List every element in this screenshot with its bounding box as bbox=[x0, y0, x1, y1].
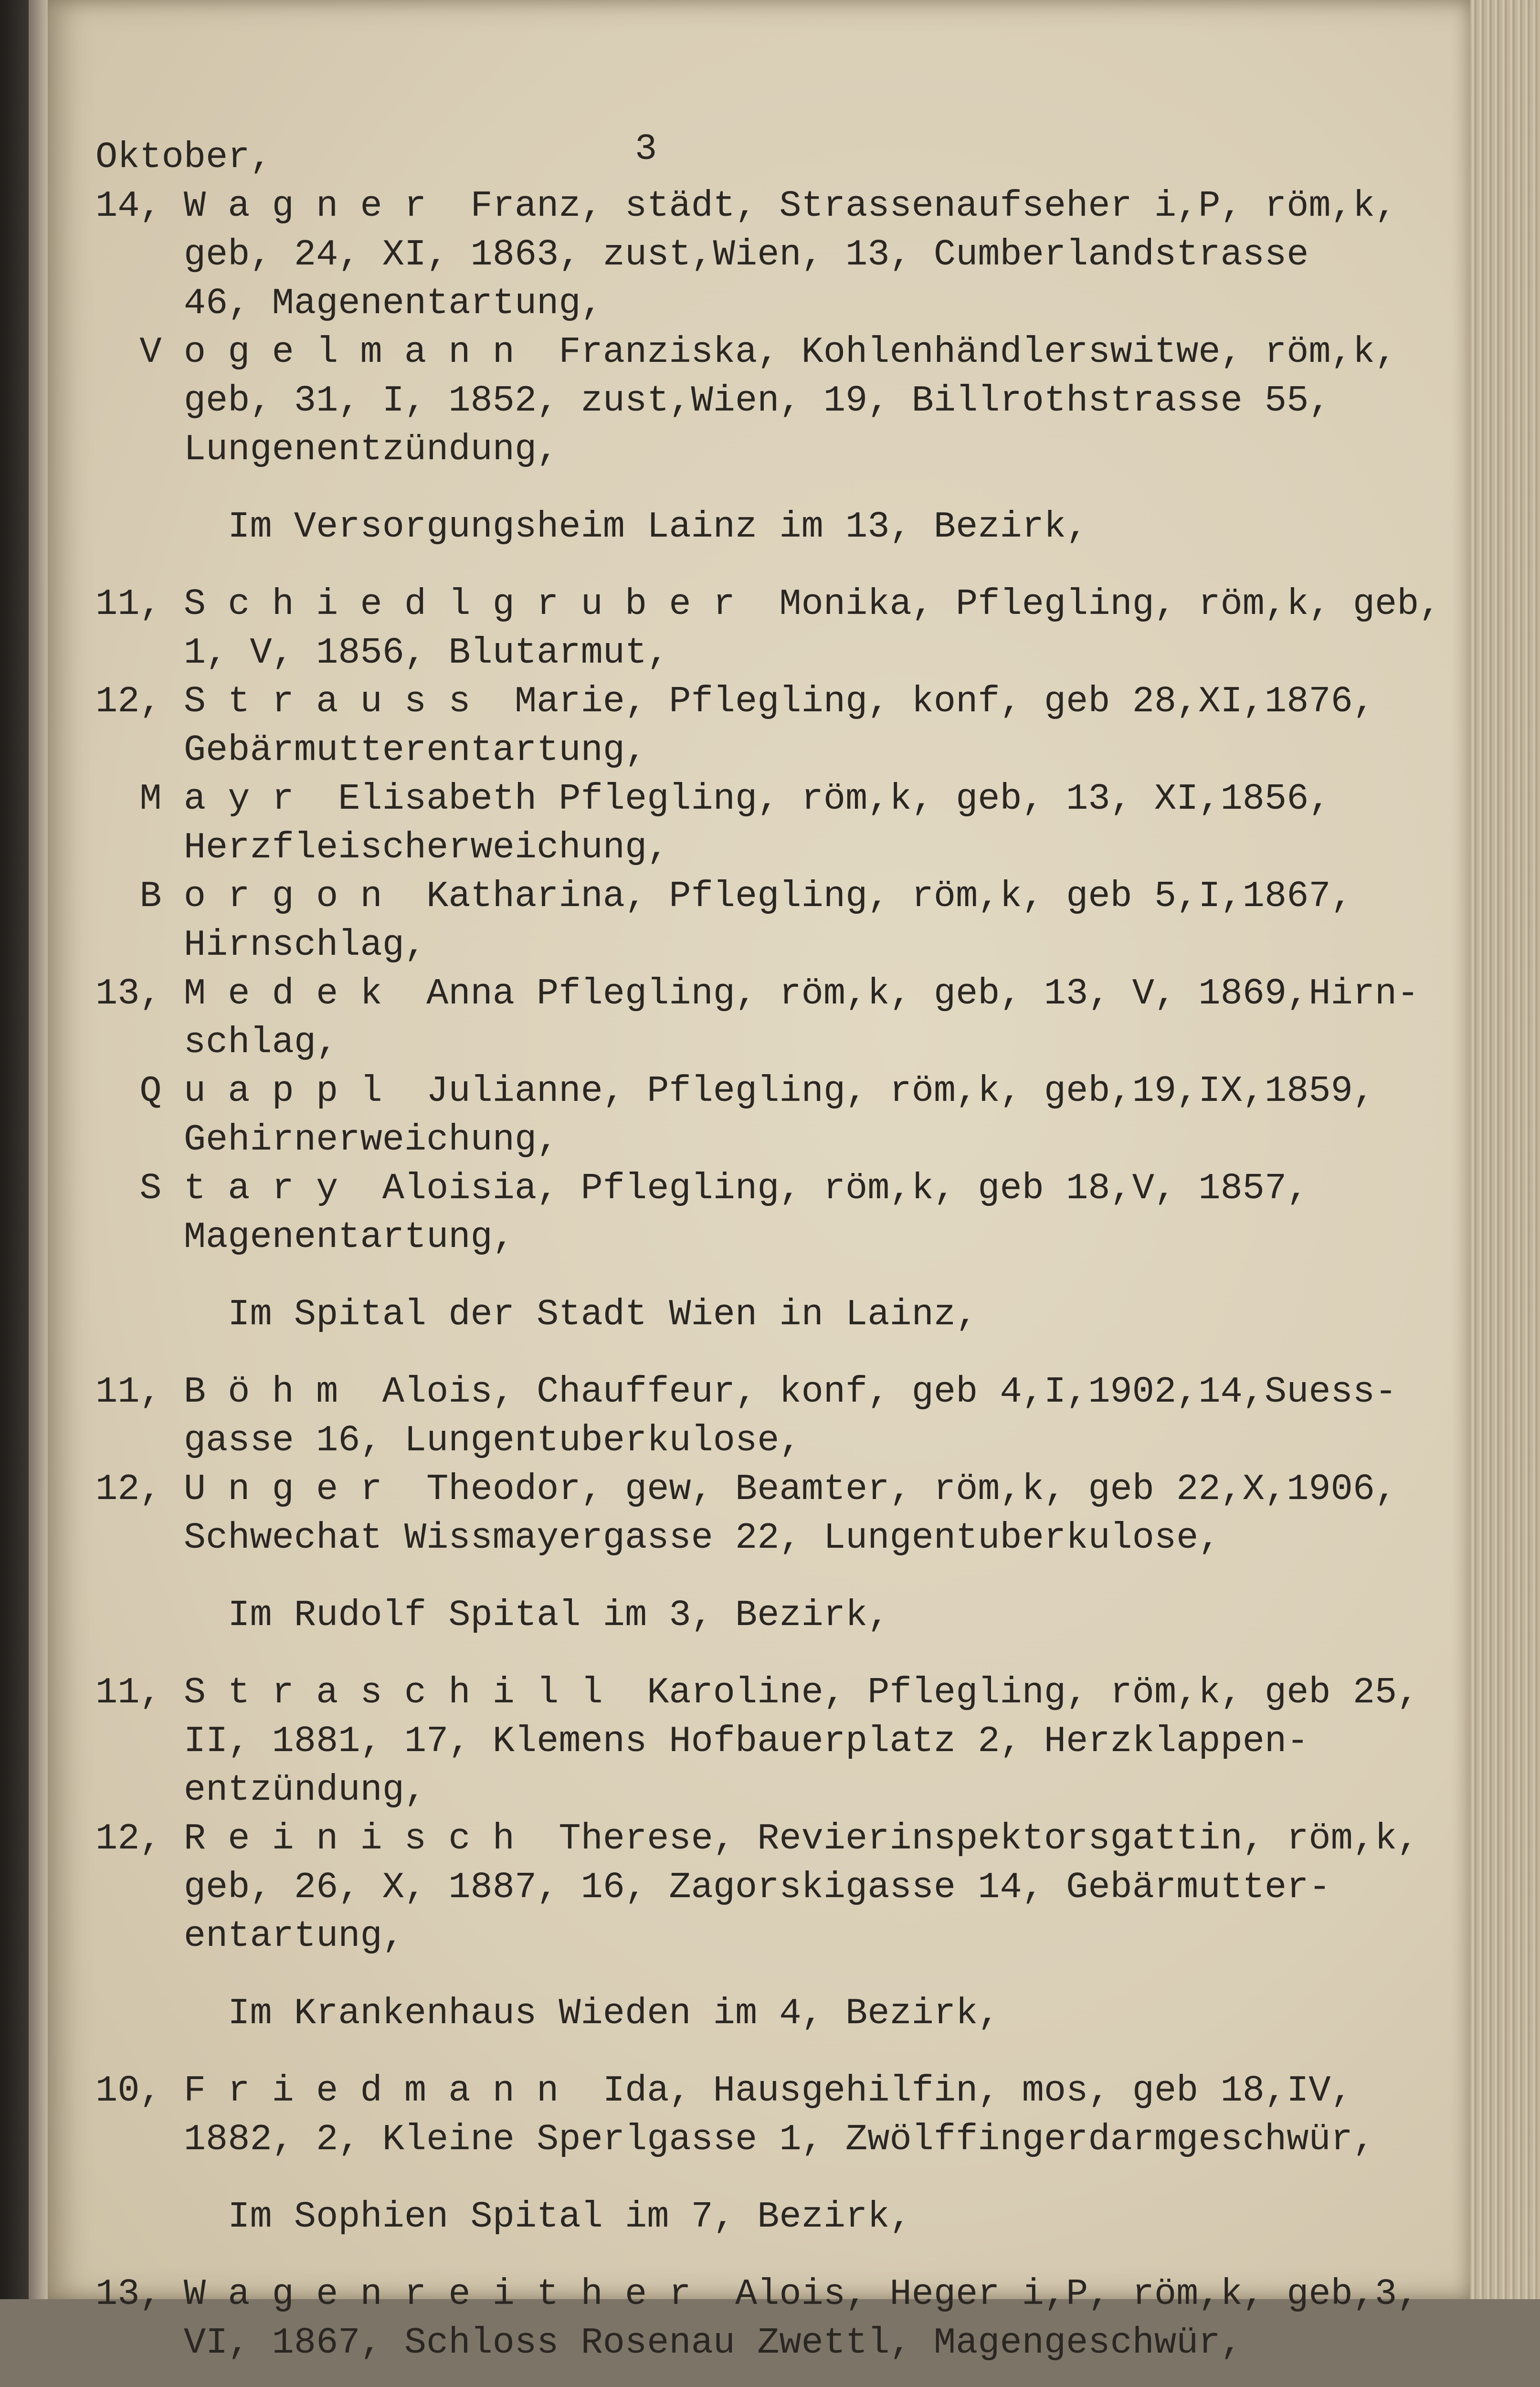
text-line: Im Rudolf Spital im 3, Bezirk, bbox=[95, 1595, 890, 1637]
text-line: 10, F r i e d m a n n Ida, Hausgehilfin, mos, geb 18,IV, bbox=[95, 2070, 1353, 2112]
text-line: Im Krankenhaus Wieden im 4, Bezirk, bbox=[95, 1993, 1000, 2035]
text-line: Im Versorgungsheim Lainz im 13, Bezirk, bbox=[95, 507, 1088, 548]
text-line: Lungenentzündung, bbox=[95, 429, 559, 471]
text-line: geb, 26, X, 1887, 16, Zagorskigasse 14, Gebärmutter- bbox=[95, 1867, 1331, 1909]
text-line: 11, S c h i e d l g r u b e r Monika, Pflegling, röm,k, geb, bbox=[95, 584, 1441, 625]
blank-line bbox=[95, 552, 1423, 581]
text-line: M a y r Elisabeth Pflegling, röm,k, geb, 13, XI,1856, bbox=[95, 779, 1331, 820]
text-line: 13, M e d e k Anna Pflegling, röm,k, geb, 13, V, 1869,Hirn- bbox=[95, 973, 1419, 1015]
blank-line bbox=[95, 475, 1423, 503]
text-line: Gebärmutterentartung, bbox=[95, 730, 647, 771]
text-line: Oktober, bbox=[95, 137, 272, 179]
text-line: B o r g o n Katharina, Pflegling, röm,k, geb 5,I,1867, bbox=[95, 876, 1353, 918]
document-text bbox=[95, 134, 1441, 2387]
text-line: Gehirnerweichung, bbox=[95, 1120, 559, 1161]
text-line: 12, U n g e r Theodor, gew, Beamter, röm,k, geb 22,X,1906, bbox=[95, 1469, 1397, 1510]
text-line: 1, V, 1856, Blutarmut, bbox=[95, 633, 669, 674]
blank-line bbox=[95, 2242, 1423, 2271]
blank-line bbox=[95, 2165, 1423, 2193]
text-line: geb, 24, XI, 1863, zust,Wien, 13, Cumberlandstrasse bbox=[95, 234, 1309, 276]
page-number: 3 bbox=[635, 129, 657, 170]
text-line: entartung, bbox=[95, 1916, 404, 1957]
text-line: geb, 31, I, 1852, zust,Wien, 19, Billrothstrasse 55, bbox=[95, 380, 1331, 422]
text-line: 13, W a g e n r e i t h e r Alois, Heger i,P, röm,k, geb,3, bbox=[95, 2274, 1419, 2315]
text-line: Im Spital der Stadt Wien in Lainz, bbox=[95, 1294, 978, 1336]
text-line: 12, R e i n i s c h Therese, Revierinspektorsgattin, röm,k, bbox=[95, 1818, 1419, 1860]
text-line: gasse 16, Lungentuberkulose, bbox=[95, 1420, 802, 1462]
text-line: Schwechat Wissmayergasse 22, Lungentuberkulose, bbox=[95, 1518, 1221, 1559]
text-line: VI, 1867, Schloss Rosenau Zwettl, Magengeschwür, bbox=[95, 2323, 1243, 2364]
blank-line bbox=[95, 2368, 1423, 2387]
text-line: 14, W a g n e r Franz, städt, Strassenaufseher i,P, röm,k, bbox=[95, 186, 1397, 227]
text-line: S t a r y Aloisia, Pflegling, röm,k, geb 18,V, 1857, bbox=[95, 1168, 1309, 1210]
text-line: 11, B ö h m Alois, Chauffeur, konf, geb 4,I,1902,14,Suess- bbox=[95, 1372, 1397, 1413]
text-line: 11, S t r a s c h i l l Karoline, Pflegling, röm,k, geb 25, bbox=[95, 1672, 1419, 1714]
text-line: II, 1881, 17, Klemens Hofbauerplatz 2, Herzklappen- bbox=[95, 1721, 1309, 1763]
text-line: V o g e l m a n n Franziska, Kohlenhändlerswitwe, röm,k, bbox=[95, 332, 1397, 373]
book-spine bbox=[0, 0, 29, 2299]
blank-line bbox=[95, 1961, 1423, 1990]
blank-line bbox=[95, 1563, 1423, 1592]
text-line: 12, S t r a u s s Marie, Pflegling, konf, geb 28,XI,1876, bbox=[95, 681, 1375, 723]
page-edges bbox=[1470, 0, 1540, 2299]
text-line: Magenentartung, bbox=[95, 1217, 515, 1258]
blank-line bbox=[95, 1640, 1423, 1669]
text-line: 1882, 2, Kleine Sperlgasse 1, Zwölffingerdarmgeschwür, bbox=[95, 2119, 1375, 2161]
blank-line bbox=[95, 1262, 1423, 1291]
text-line: entzündung, bbox=[95, 1770, 427, 1811]
text-line: schlag, bbox=[95, 1022, 338, 1064]
blank-line bbox=[95, 2038, 1423, 2067]
text-line: Im Sophien Spital im 7, Bezirk, bbox=[95, 2197, 912, 2238]
text-line: Hirnschlag, bbox=[95, 925, 427, 966]
text-line: 46, Magenentartung, bbox=[95, 283, 603, 325]
blank-line bbox=[95, 1340, 1423, 1368]
text-line: Q u a p p l Julianne, Pflegling, röm,k, geb,19,IX,1859, bbox=[95, 1071, 1375, 1112]
text-line: Herzfleischerweichung, bbox=[95, 827, 669, 869]
